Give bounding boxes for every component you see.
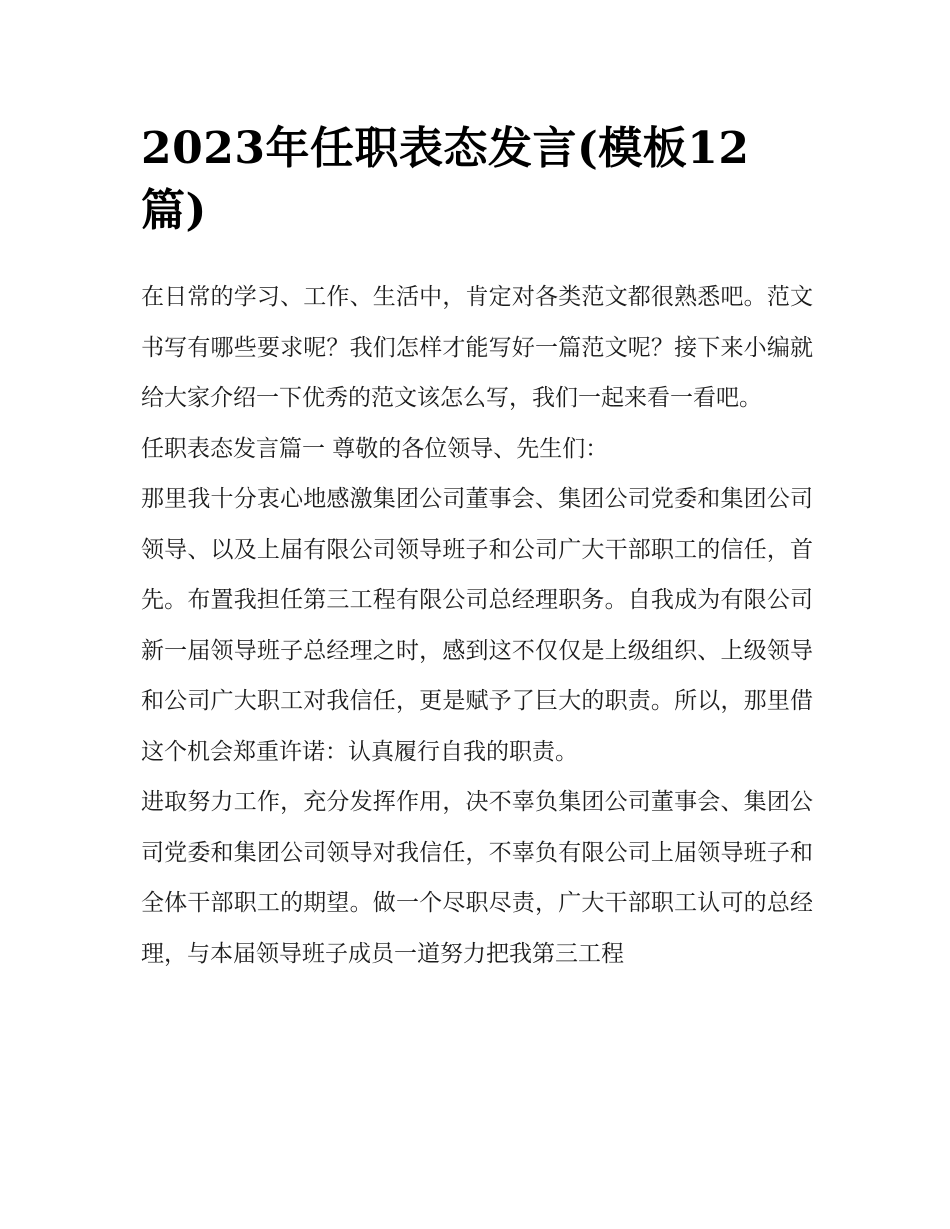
- document-page: [141, 118, 813, 979]
- document-body: [141, 272, 813, 979]
- document-title: 2023年任职表态发言(模板12篇): [141, 123, 750, 236]
- paragraph-greeting: 任职表态发言篇一 尊敬的各位领导、先生们：: [141, 435, 609, 462]
- paragraph-intro: 在日常的学习、工作、生活中，肯定对各类范文都很熟悉吧。范文书写有哪些要求呢？我们怎样才能写好一篇范文呢？接下来小编就给大家介绍一下优秀的范文该怎么写，我们一起来看一看吧。: [141, 284, 813, 411]
- paragraph-commitment: 进取努力工作，充分发挥作用，决不辜负集团公司董事会、集团公司党委和集团公司领导对我信任，不辜负有限公司上届领导班子和全体干部职工的期望。做一个尽职尽责，广大干部职工认可的总经理，与本届领导班子成员一道努力把我第三工程: [141, 789, 813, 967]
- paragraph-thanks: 那里我十分衷心地感激集团公司董事会、集团公司党委和集团公司领导、以及上届有限公司领导班子和公司广大干部职工的信任，首先。布置我担任第三工程有限公司总经理职务。自我成为有限公司新一届领导班子总经理之时，感到这不仅仅是上级组织、上级领导和公司广大职工对我信任，更是赋予了巨大的职责。所以，那里借这个机会郑重许诺：认真履行自我的职责。: [141, 486, 813, 765]
